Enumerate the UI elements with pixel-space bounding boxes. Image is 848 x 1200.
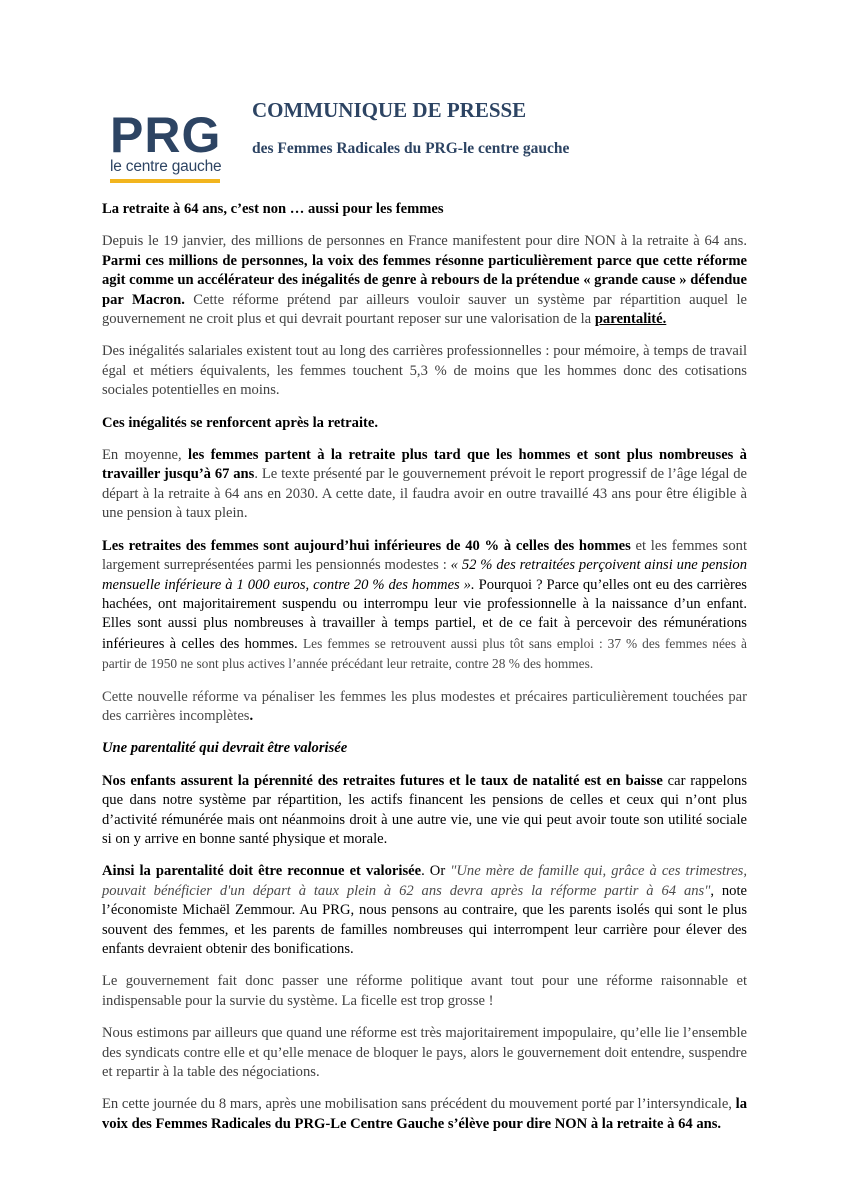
paragraph-7: Ainsi la parentalité doit être reconnue et valorisée. Or "Une mère de famille qui, grâce à ces trimestres, pouvait bénéficier d'un départ à taux plein à 62 ans devra après la réforme partir à 64 ans", note l’économiste Michaël Zemmour. Au PRG, nous pensons au contraire, que les parents isolés qui sont le plus souvent des femmes, et les parents de familles nombreuses qui interrompent leur carrière pour élever des enfants devraient obtenir des bonifications.: [102, 863, 747, 957]
logo-wordmark: PRG: [110, 107, 222, 163]
section-heading-parentality: Une parentalité qui devrait être valorisée: [102, 740, 348, 757]
prg-logo: [110, 107, 235, 183]
paragraph-9: Nous estimons par ailleurs que quand une réforme est très majoritairement impopulaire, qu’elle lie l’ensemble des syndicats contre elle et qu’elle menace de bloquer le pays, alors le gouvernement doit entendre, suspendre et repartir à la table des négociations.: [102, 1025, 747, 1081]
paragraph-2: Des inégalités salariales existent tout au long des carrières professionnelles : pour mémoire, à temps de travail égal et métiers équivalents, les femmes touchent 5,3 % de moins que les hommes donc des cotisations sociales potentielles en moins.: [102, 343, 747, 399]
press-release-subtitle: des Femmes Radicales du PRG-le centre gauche: [252, 140, 570, 157]
logo-accent-bar: [110, 179, 220, 183]
document-title: La retraite à 64 ans, c’est non … aussi pour les femmes: [102, 201, 444, 217]
paragraph-8: Le gouvernement fait donc passer une réforme politique avant tout pour une réforme raisonnable et indispensable pour la survie du système. La ficelle est trop grosse !: [102, 973, 747, 1009]
document-body: [102, 200, 747, 1147]
section-heading-inequalities: Ces inégalités se renforcent après la retraite.: [102, 414, 378, 431]
paragraph-3: En moyenne, les femmes partent à la retraite plus tard que les hommes et sont plus nombreuses à travailler jusqu’à 67 ans. Le texte présenté par le gouvernement prévoit le report progressif de l’âge légal de départ à la retraite à 64 ans en 2030. A cette date, il faudra avoir en outre travaillé 43 ans pour être éligible à une pension à taux plein.: [102, 447, 747, 522]
paragraph-5: Cette nouvelle réforme va pénaliser les femmes les plus modestes et précaires particulièrement touchées par des carrières incomplètes.: [102, 688, 747, 724]
paragraph-6: Nos enfants assurent la pérennité des retraites futures et le taux de natalité est en baisse car rappelons que dans notre système par répartition, les actifs financent les pensions de celles et ceux qui n’ont plus d’activité rémunérée mais ont néanmoins droit à une autre vie, une vie qui peut avoir toute son utilité sociale si on y arrive en bonne santé physique et morale.: [102, 772, 747, 847]
logo-tagline: le centre gauche: [110, 158, 222, 175]
press-release-title: COMMUNIQUE DE PRESSE: [252, 98, 527, 122]
paragraph-10: En cette journée du 8 mars, après une mobilisation sans précédent du mouvement porté par l’intersyndicale, la voix des Femmes Radicales du PRG-Le Centre Gauche s’élève pour dire NON à la retraite à 64 ans.: [102, 1096, 747, 1132]
paragraph-4: Les retraites des femmes sont aujourd’hui inférieures de 40 % à celles des hommes et les femmes sont largement surreprésentées parmi les pensionnés modestes : « 52 % des retraitées perçoivent ainsi une pension mensuelle inférieure à 1 000 euros, contre 20 % des hommes ». Pourquoi ? Parce qu’elles ont eu des carrières hachées, ont majoritairement suspendu ou interrompu leur vie professionnelle à la naissance d’un enfant. Elles sont aussi plus nombreuses à travailler à temps partiel, et de ce fait à percevoir des rémunérations inférieures à celles des hommes. Les femmes se retrouvent aussi plus tôt sans emploi : 37 % des femmes nées à partir de 1950 ne sont plus actives l’année précédant leur retraite, contre 28 % des hommes.: [102, 537, 748, 672]
paragraph-1: Depuis le 19 janvier, des millions de personnes en France manifestent pour dire NON à la retraite à 64 ans. Parmi ces millions de personnes, la voix des femmes résonne particulièrement parce que cette réforme agit comme un accélérateur des inégalités de genre à rebours de la prétendue « grande cause » défendue par Macron. Cette réforme prétend par ailleurs vouloir sauver un système par répartition auquel le gouvernement ne croit plus et qui devrait pourtant reposer sur une valorisation de la parentalité.: [102, 233, 747, 328]
